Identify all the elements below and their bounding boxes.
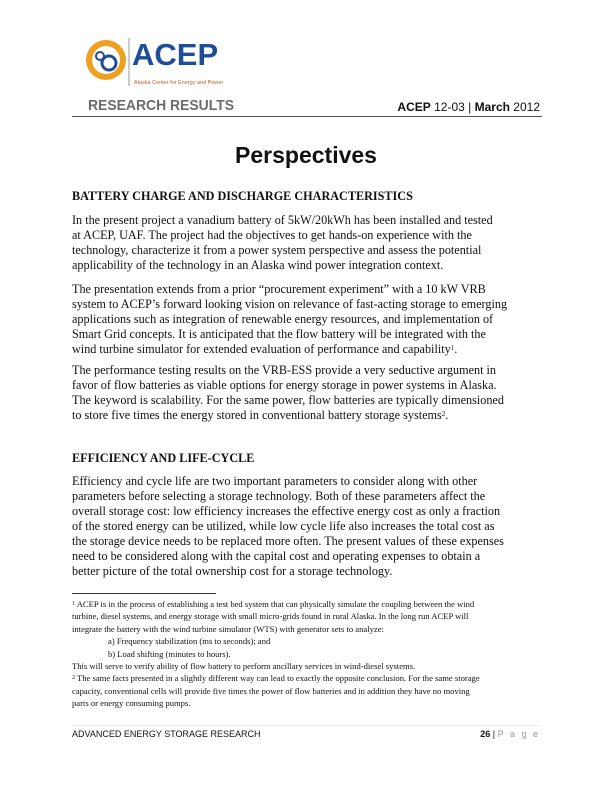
list-item: a) Frequency stabilization (ms to seconds); and	[108, 636, 271, 647]
page-num: 26	[480, 729, 491, 739]
page-footer	[72, 729, 540, 739]
footnote-1	[72, 598, 547, 610]
text-line: system to ACEP’s forward looking vision on relevance of fast-acting storage to emerging	[72, 297, 508, 311]
text-line: overall storage cost: low efficiency increases the effective energy cost as only a fraction	[72, 504, 501, 518]
svg-text:Alaska Center for Energy and P: Alaska Center for Energy and Power	[134, 80, 224, 86]
footer-title: ADVANCED ENERGY STORAGE RESEARCH	[72, 729, 261, 739]
text-line: need to be considered along with the capital cost and operating expenses to obtain a	[72, 549, 481, 563]
text: ACEP is in the process of establishing a test bed system that can physically simulate the coupling between the wind	[76, 599, 475, 609]
list-item: b) Load shifting (minutes to hours).	[108, 648, 231, 659]
text-line: applicability of the technology in an Alaska wind power integration context.	[72, 258, 444, 272]
acep-logo	[84, 34, 244, 114]
text-line: wind turbine simulator for extended evaluation of performance and capability$^1$.	[72, 342, 458, 356]
footnote-marker: 1	[72, 601, 75, 607]
footnotes	[72, 598, 547, 710]
paragraph	[72, 474, 547, 579]
text-line: The performance testing results on the VRB-ESS provide a very seductive argument in	[72, 363, 496, 377]
text-line: Efficiency and cycle life are two important parameters to consider along with other	[72, 474, 478, 488]
footnote-2	[72, 672, 547, 684]
paragraph	[72, 213, 547, 273]
page-word: P a g e	[497, 729, 540, 739]
text-line: better picture of the total ownership cost for a storage technology.	[72, 564, 393, 578]
issue-month: March	[474, 100, 510, 114]
text-line: to store five times the energy stored in conventional battery storage systems$^2$.	[72, 408, 449, 422]
header-rule	[72, 116, 542, 117]
text: wind turbine simulator for extended evaluation of performance and capability	[72, 342, 451, 356]
text-line: The keyword is scalability. For the same power, flow batteries are typically dimensioned	[72, 393, 504, 407]
text-line: of the stored energy can be utilized, while low cycle life also increases the total cost as	[72, 519, 495, 533]
text-line: applications such as integration of renewable energy resources, and implementation of	[72, 312, 494, 326]
issue-number: 12-03	[434, 100, 465, 114]
text-line: turbine, diesel systems, and energy storage with small micro-grids found in rural Alaska. In the long run ACEP will	[72, 611, 469, 622]
paragraph	[72, 282, 547, 357]
text-line: parts or energy consuming pumps.	[72, 698, 191, 709]
text-line: favor of flow batteries as viable options for energy storage in power systems in Alaska.	[72, 378, 497, 392]
page-number: 26 | P a g e	[480, 729, 540, 739]
section-heading: BATTERY CHARGE AND DISCHARGE CHARACTERISTICS	[72, 189, 413, 203]
paragraph	[72, 363, 547, 423]
text-line: the storage device needs to be replaced more often. The present values of these expenses	[72, 534, 504, 548]
svg-text:RESEARCH RESULTS: RESEARCH RESULTS	[88, 97, 234, 114]
footnote-rule	[72, 593, 216, 594]
issue-label: ACEP 12-03 | March 2012	[397, 100, 540, 114]
footnote-ref[interactable]: 1	[450, 344, 455, 352]
text-line: Smart Grid concepts. It is anticipated that the flow battery will be integrated with the	[72, 327, 486, 341]
svg-text:ACEP: ACEP	[132, 37, 219, 72]
section-heading: EFFICIENCY AND LIFE-CYCLE	[72, 451, 255, 465]
text-line: In the present project a vanadium battery of 5kW/20kWh has been installed and tested	[72, 213, 493, 227]
text: to store five times the energy stored in conventional battery storage systems	[72, 408, 442, 422]
footer-rule	[72, 725, 540, 726]
text-line: parameters before selecting a storage technology. Both of these parameters affect the	[72, 489, 486, 503]
page-title: Perspectives	[235, 142, 377, 168]
org: ACEP	[397, 100, 431, 114]
footnote-marker: 2	[72, 675, 75, 682]
text-line: integrate the battery with the wind turbine simulator (WTS) with generator sets to analyze:	[72, 623, 384, 634]
text-line: capacity, conventional cells will provide five times the power of flow batteries and in addition they have no moving	[72, 685, 470, 696]
footnote-ref[interactable]: 2	[441, 410, 446, 418]
issue-year: 2012	[513, 100, 540, 114]
text: The same facts presented in a slightly different way can lead to exactly the opposite conclusion. For the same storage	[77, 673, 480, 684]
text-line: This will serve to verify ability of flow battery to perform ancillary services in wind-diesel systems.	[72, 661, 416, 672]
text-line: The presentation extends from a prior “procurement experiment” with a 10 kW VRB	[72, 282, 486, 296]
text-line: technology, characterize it from a power system perspective and assess the potential	[72, 243, 482, 257]
text-line: at ACEP, UAF. The project had the objectives to get hands-on experience with the	[72, 228, 472, 242]
